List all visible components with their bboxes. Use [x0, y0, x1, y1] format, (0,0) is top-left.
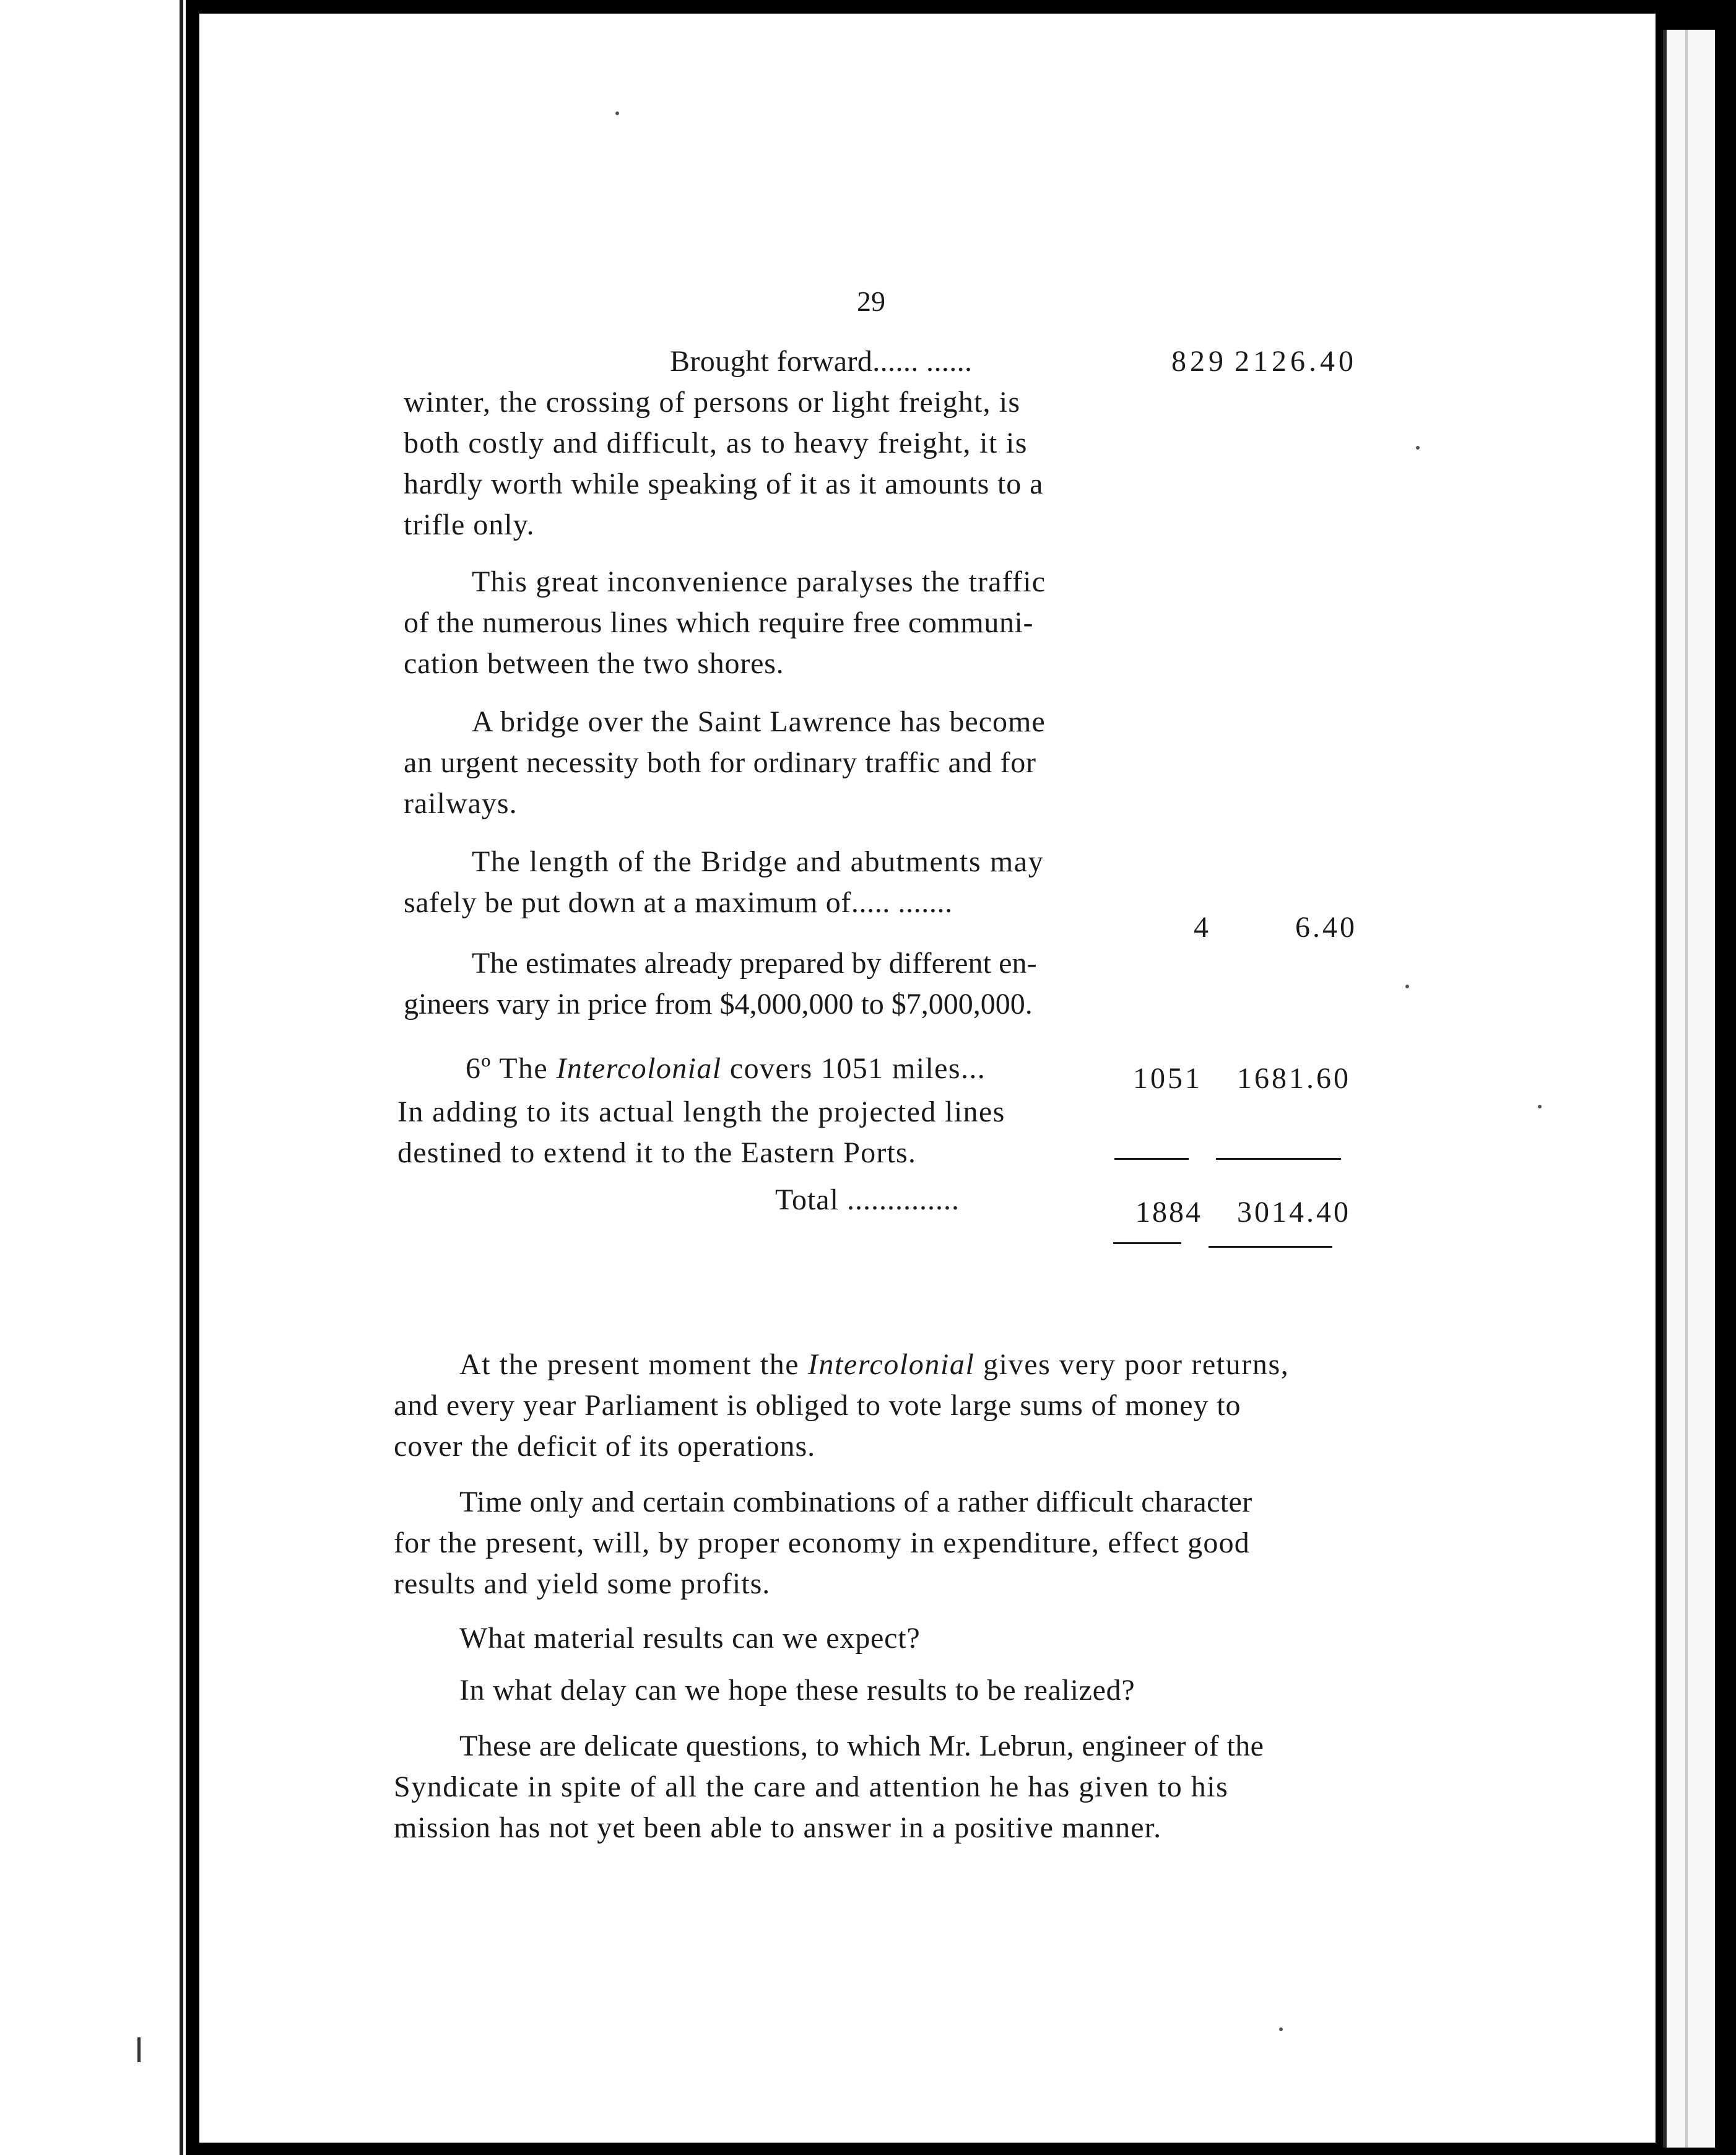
subtotal-rule-value: [1216, 1158, 1341, 1160]
inconvenience-line: of the numerous lines which require free communi-: [404, 606, 1034, 639]
scan-artifact: [137, 2037, 141, 2062]
facing-page-edge: [0, 0, 186, 2155]
brought-forward-label: Brought forward...... ......: [670, 345, 973, 378]
estimates-line: The estimates already prepared by different en-: [472, 947, 1037, 980]
total-rule-miles: [1113, 1242, 1181, 1244]
length-value: 6.40: [1295, 911, 1357, 944]
bridge-line: an urgent necessity both for ordinary traffic and for: [404, 746, 1036, 779]
body-line: Time only and certain combinations of a rather difficult character: [459, 1486, 1252, 1518]
body-line: These are delicate questions, to which Mr. Lebrun, engineer of the: [459, 1730, 1264, 1762]
total-label: Total ..............: [775, 1183, 960, 1216]
scan-speck: [1538, 1105, 1542, 1108]
length-miles: 4: [1194, 911, 1209, 944]
body-question: In what delay can we hope these results to be realized?: [459, 1674, 1135, 1707]
document-page: [199, 14, 1656, 2143]
total-miles: 1884: [1135, 1196, 1202, 1229]
intercolonial-suffix: covers 1051 miles...: [721, 1052, 986, 1085]
continuation-line: trifle only.: [404, 508, 535, 541]
brought-forward-value: 2126.40: [1235, 345, 1357, 378]
estimates-line: gineers vary in price from $4,000,000 to $7,000,000.: [404, 988, 1033, 1021]
body-line: Syndicate in spite of all the care and attention he has given to his: [394, 1770, 1229, 1803]
intercolonial-italic: Intercolonial: [556, 1052, 722, 1085]
intercolonial-value: 1681.60: [1237, 1062, 1351, 1095]
intercolonial-para-line: destined to extend it to the Eastern Ports.: [397, 1136, 917, 1169]
body-line: cover the deficit of its operations.: [394, 1430, 816, 1463]
total-rule-value: [1209, 1246, 1332, 1248]
inconvenience-line: cation between the two shores.: [404, 647, 784, 680]
page-number: 29: [857, 285, 885, 317]
body-line: results and yield some profits.: [394, 1567, 771, 1600]
body-p1-italic: Intercolonial: [807, 1348, 975, 1381]
length-line: safely be put down at a maximum of..... .......: [404, 886, 953, 919]
intercolonial-line: [466, 1051, 986, 1086]
continuation-line: both costly and difficult, as to heavy freight, it is: [404, 427, 1028, 459]
page-gutter: [180, 0, 183, 2155]
intercolonial-para-line: In adding to its actual length the projected lines: [397, 1095, 1005, 1128]
page-stack-edge: [1663, 30, 1715, 2148]
length-line: The length of the Bridge and abutments may: [472, 845, 1044, 878]
bridge-line: railways.: [404, 787, 518, 820]
continuation-line: winter, the crossing of persons or light freight, is: [404, 386, 1021, 419]
page-stack-line: [1685, 30, 1688, 2148]
scan-speck: [1279, 2027, 1283, 2031]
body-line: mission has not yet been able to answer in a positive manner.: [394, 1811, 1162, 1844]
scan-speck: [1416, 446, 1420, 450]
scan-speck: [1405, 985, 1409, 988]
body-p1-text-a: At the present moment the: [459, 1348, 808, 1381]
body-p1-text-b: gives very poor returns,: [974, 1348, 1290, 1381]
intercolonial-prefix: 6º The: [466, 1052, 557, 1085]
scan-speck: [615, 111, 619, 115]
total-value: 3014.40: [1237, 1196, 1351, 1229]
body-line: [459, 1347, 1289, 1382]
continuation-line: hardly worth while speaking of it as it amounts to a: [404, 468, 1044, 500]
subtotal-rule-miles: [1114, 1158, 1189, 1160]
brought-forward-miles: 829: [1171, 345, 1227, 378]
intercolonial-miles: 1051: [1133, 1062, 1202, 1095]
body-line: and every year Parliament is obliged to vote large sums of money to: [394, 1389, 1241, 1422]
bridge-line: A bridge over the Saint Lawrence has become: [472, 705, 1046, 738]
body-line: for the present, will, by proper economy in expenditure, effect good: [394, 1526, 1250, 1559]
inconvenience-line: This great inconvenience paralyses the traffic: [472, 565, 1046, 598]
body-question: What material results can we expect?: [459, 1622, 921, 1655]
